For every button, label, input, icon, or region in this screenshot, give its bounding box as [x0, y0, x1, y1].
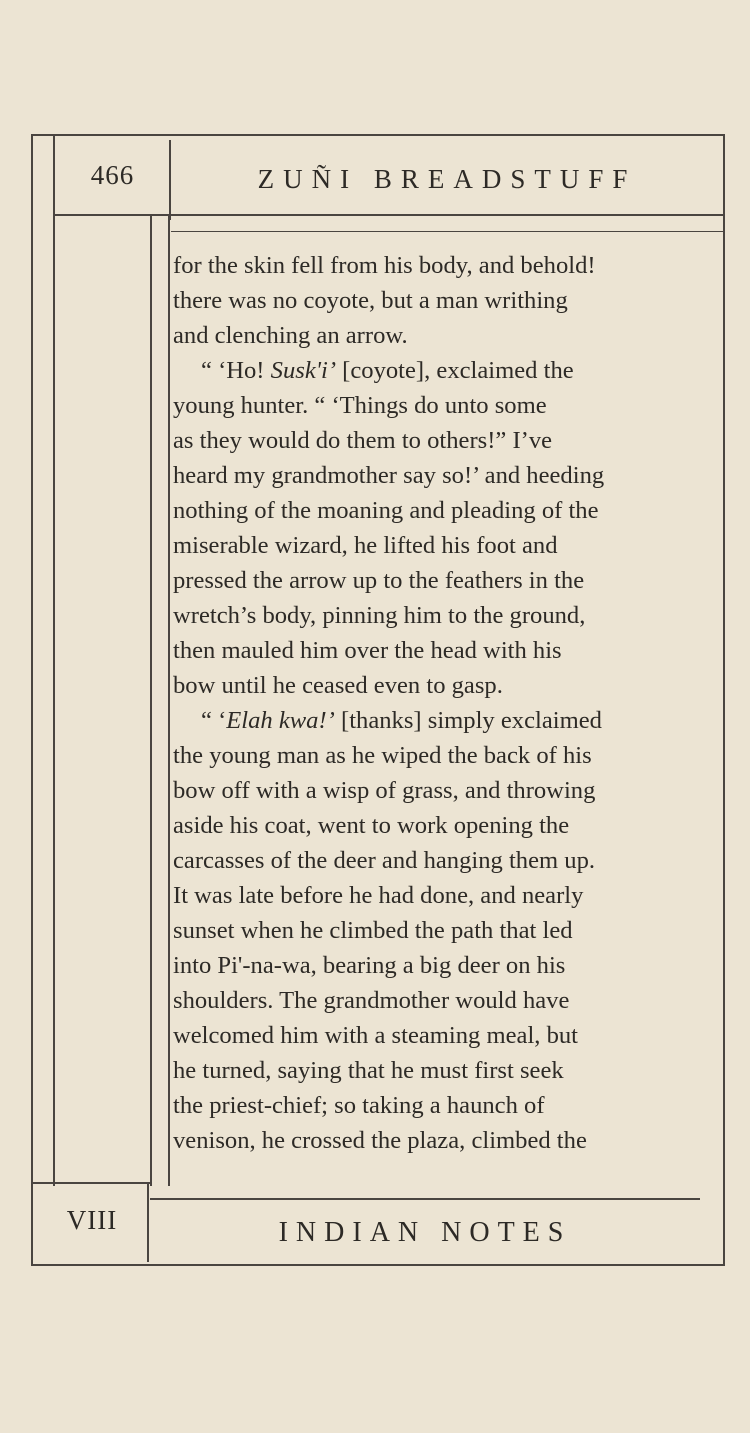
- thanks-word: Elah kwa!’: [226, 707, 335, 734]
- text-line: as they would do them to others!” I’ve: [173, 427, 553, 454]
- header-rule: [55, 214, 723, 216]
- text-line: and clenching an arrow.: [173, 322, 408, 349]
- text-line: sunset when he climbed the path that led: [173, 917, 573, 944]
- section-numeral: VIII: [66, 1205, 118, 1235]
- text-line: then mauled him over the head with his: [173, 637, 562, 664]
- running-title: ZUÑI BREADSTUFF: [257, 164, 637, 194]
- text-line: the young man as he wiped the back of his: [173, 742, 592, 769]
- text-line: shoulders. The grandmother would have: [173, 987, 570, 1014]
- text-column-rule: [168, 216, 170, 1186]
- text-line: welcomed him with a steaming meal, but: [173, 1022, 579, 1049]
- margin-column-rule: [150, 216, 152, 1186]
- text-line: bow off with a wisp of grass, and throwing: [173, 777, 596, 804]
- text-line: into Pi'-na-wa, bearing a big deer on his: [173, 952, 566, 979]
- body-text: [173, 248, 711, 1158]
- text-line: the priest-chief; so taking a haunch of: [173, 1092, 545, 1119]
- footer-rule-right: [150, 1198, 700, 1200]
- text-line: carcasses of the deer and hanging them up.: [173, 847, 596, 874]
- text-line: heard my grandmother say so!’ and heeding: [173, 462, 605, 489]
- text-line: for the skin fell from his body, and behold!: [173, 252, 596, 279]
- text-line: nothing of the moaning and pleading of the: [173, 497, 599, 524]
- text-line: “ ‘Ho! Susk'i’ [coyote], exclaimed the: [173, 353, 711, 388]
- text-line: It was late before he had done, and nearly: [173, 882, 584, 909]
- footer-rule: [33, 1182, 151, 1184]
- page-number: 466: [90, 160, 135, 190]
- text-line: he turned, saying that he must first seek: [173, 1057, 564, 1084]
- text-line: young hunter. “ ‘Things do unto some: [173, 392, 547, 419]
- text-line: aside his coat, went to work opening the: [173, 812, 570, 839]
- text-line: bow until he ceased even to gasp.: [173, 672, 503, 699]
- series-title: INDIAN NOTES: [278, 1217, 572, 1248]
- header-rule-inner: [171, 231, 723, 232]
- coyote-word: Susk'i’: [270, 357, 337, 384]
- text-line: pressed the arrow up to the feathers in the: [173, 567, 585, 594]
- text-line: “ ‘ Elah kwa!’ [thanks] simply exclaimed: [173, 703, 711, 738]
- text-line: miserable wizard, he lifted his foot and: [173, 532, 558, 559]
- text-line: venison, he crossed the plaza, climbed the: [173, 1127, 587, 1154]
- text-line: there was no coyote, but a man writhing: [173, 287, 568, 314]
- text-line: wretch’s body, pinning him to the ground,: [173, 602, 586, 629]
- margin-column-rule-outer: [53, 136, 55, 1186]
